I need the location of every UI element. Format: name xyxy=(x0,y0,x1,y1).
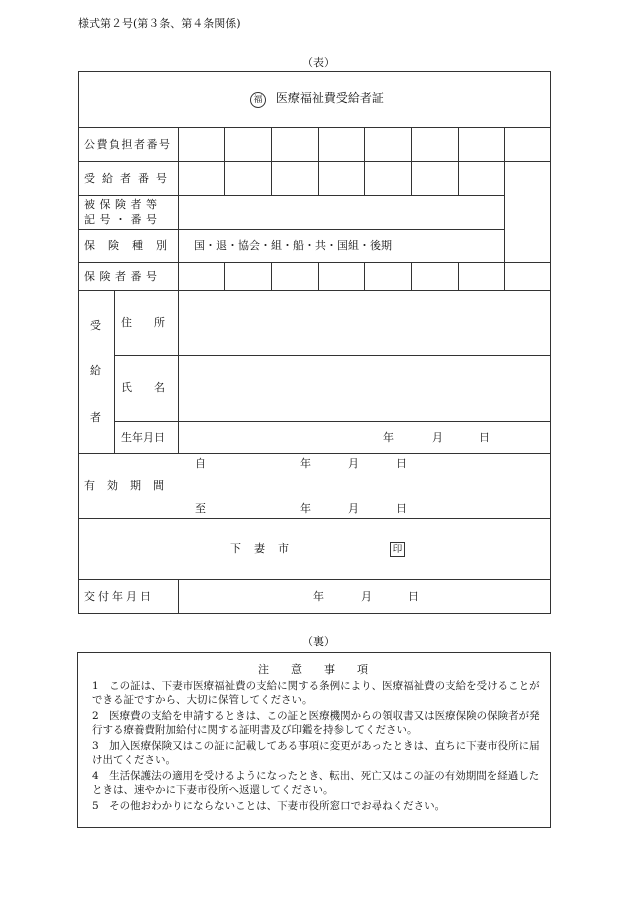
digit-cell-divider xyxy=(271,127,272,195)
table-border-top xyxy=(78,71,551,72)
certificate-title-text: 医療福祉費受給者証 xyxy=(275,91,384,105)
row-divider xyxy=(78,161,551,162)
table-border-left xyxy=(78,71,79,614)
digit-cell-divider xyxy=(224,127,225,195)
birthdate-day-unit: 日 xyxy=(479,431,490,444)
digit-cell-divider xyxy=(411,262,412,290)
insured-label-line2: 記号・番号 xyxy=(84,213,162,226)
row-divider xyxy=(78,579,551,580)
issue-date-label: 交付年月日 xyxy=(84,590,154,603)
digit-cell-divider xyxy=(411,127,412,195)
welfare-mark-icon: 福 xyxy=(250,92,266,108)
form-number-header: 様式第２号(第３条、第４条関係) xyxy=(78,17,241,30)
digit-cell-divider xyxy=(318,127,319,195)
row-divider xyxy=(78,518,551,519)
validity-to-day-unit: 日 xyxy=(396,502,407,515)
digit-cell-divider xyxy=(458,127,459,195)
note-item-1: 1 この証は、下妻市医療福祉費の支給に関する条例により、医療福祉費の支給を受けることができる証ですから、大切に保管してください。 xyxy=(92,680,540,706)
seal-mark: 印 xyxy=(390,542,405,557)
digit-cell-divider xyxy=(504,127,505,161)
row-divider xyxy=(78,195,505,196)
digit-cell-divider xyxy=(504,262,505,290)
digit-cell-divider xyxy=(364,127,365,195)
label-column-divider xyxy=(178,579,179,614)
row-divider xyxy=(114,421,551,422)
row-divider xyxy=(78,262,551,263)
row-divider xyxy=(78,453,551,454)
insurer-number-label: 保険者番号 xyxy=(84,270,162,283)
digit-cell-divider xyxy=(364,262,365,290)
birthdate-label: 生年月日 xyxy=(121,431,165,444)
digit-cell-divider xyxy=(318,262,319,290)
recipient-side-label-1: 受 xyxy=(90,319,101,332)
table-border-right xyxy=(550,71,551,614)
row-divider xyxy=(114,355,551,356)
note-item-4: 4 生活保護法の適用を受けるようになったとき、転出、死亡又はこの証の有効期間を経過したときは、速やかに下妻市役所へ返還してください。 xyxy=(92,770,540,796)
validity-from-year-unit: 年 xyxy=(300,457,311,470)
insurance-type-label: 保険種別 xyxy=(84,239,180,252)
issue-day-unit: 日 xyxy=(408,590,419,603)
validity-to-label: 至 xyxy=(195,502,206,515)
note-item-5: 5 その他おわかりにならないことは、下妻市役所窓口でお尋ねください。 xyxy=(92,800,446,812)
recipient-subdivider xyxy=(114,290,115,454)
table-border-bottom xyxy=(78,613,551,614)
validity-from-day-unit: 日 xyxy=(396,457,407,470)
insured-label-line1: 被保険者等 xyxy=(84,198,162,211)
note-item-3: 3 加入医療保険又はこの証に記載してある事項に変更があったときは、直ちに下妻市役所に届け出てください。 xyxy=(92,740,540,766)
name-label: 氏 名 xyxy=(121,381,165,394)
validity-from-month-unit: 月 xyxy=(348,457,359,470)
issuer-name: 下 妻 市 xyxy=(230,542,290,555)
address-label: 住 所 xyxy=(121,316,165,329)
validity-period-label: 有効期間 xyxy=(84,479,176,492)
birthdate-year-unit: 年 xyxy=(383,431,394,444)
validity-to-month-unit: 月 xyxy=(348,502,359,515)
notes-box xyxy=(77,652,551,828)
recipient-side-label-2: 給 xyxy=(90,364,101,377)
row-divider xyxy=(78,290,551,291)
digit-cell-divider xyxy=(224,262,225,290)
birthdate-month-unit: 月 xyxy=(432,431,443,444)
insurance-type-options: 国・退・協会・組・船・共・国組・後期 xyxy=(194,239,392,252)
row-divider xyxy=(78,127,551,128)
official-seal-icon xyxy=(390,542,405,557)
issue-year-unit: 年 xyxy=(313,590,324,603)
validity-from-label: 自 xyxy=(195,457,206,470)
front-side-label: （表） xyxy=(302,56,335,69)
label-column-divider xyxy=(178,127,179,454)
public-payer-number-label: 公費負担者番号 xyxy=(84,138,172,151)
issue-month-unit: 月 xyxy=(361,590,372,603)
recipient-side-label-3: 者 xyxy=(90,411,101,424)
certificate-title xyxy=(250,92,384,108)
row-divider xyxy=(78,229,505,230)
digit-cell-divider xyxy=(271,262,272,290)
recipient-number-label: 受給者番号 xyxy=(84,172,174,185)
back-side-label: （裏） xyxy=(302,635,335,648)
notes-title: 注 意 事 項 xyxy=(258,663,368,676)
validity-to-year-unit: 年 xyxy=(300,502,311,515)
note-item-2: 2 医療費の支給を申請するときは、この証と医療機関からの領収書又は医療保険の保険者が発行する療養費附加給付に関する証明書及び印鑑を持参してください。 xyxy=(92,710,540,736)
digit-cell-divider xyxy=(458,262,459,290)
insured-right-divider xyxy=(504,161,505,263)
